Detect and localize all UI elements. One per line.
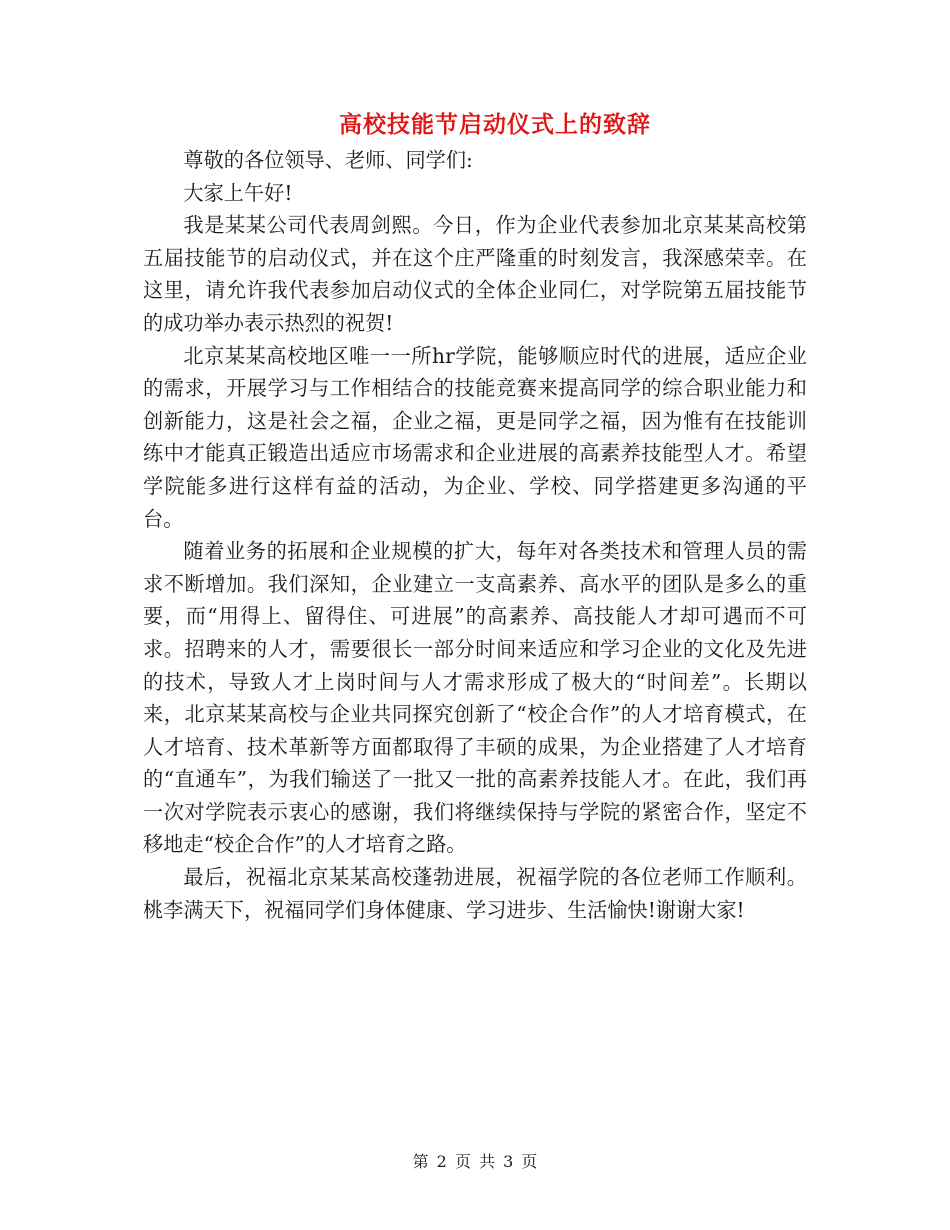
page-number-footer: 第 2 页 共 3 页 [412, 1152, 538, 1171]
salutation: 尊敬的各位领导、老师、同学们: [183, 148, 473, 172]
paragraph-introduction: 我是某某公司代表周剑熙。今日，作为企业代表参加北京某某高校第五届技能节的启动仪式，并在这个庄严隆重的时刻发言，我深感荣幸。在这里，请允许我代表参加启动仪式的全体企业同仁，对学院第五届技能节的成功举办表示热烈的祝贺! [143, 213, 807, 335]
paragraph-skills: 北京某某高校地区唯一一所hr学院，能够顺应时代的进展，适应企业的需求，开展学习与工作相结合的技能竞赛来提高同学的综合职业能力和创新能力，这是社会之福，企业之福，更是同学之福，因为惟有在技能训练中才能真正锻造出适应市场需求和企业进展的高素养技能型人才。希望学院能多进行这样有益的活动，为企业、学校、同学搭建更多沟通的平台。 [143, 343, 807, 531]
paragraph-cooperation: 随着业务的拓展和企业规模的扩大，每年对各类技术和管理人员的需求不断增加。我们深知，企业建立一支高素养、高水平的团队是多么的重要，而“用得上、留得住、可进展”的高素养、高技能人才却可遇而不可求。招聘来的人才，需要很长一部分时间来适应和学习企业的文化及先进的技术，导致人才上岗时间与人才需求形成了极大的“时间差”。长期以来，北京某某高校与企业共同探究创新了“校企合作”的人才培育模式，在人才培育、技术革新等方面都取得了丰硕的成果，为企业搭建了人才培育的“直通车”，为我们输送了一批又一批的高素养技能人才。在此，我们再一次对学院表示衷心的感谢，我们将继续保持与学院的紧密合作，坚定不移地走“校企合作”的人才培育之路。 [143, 539, 807, 857]
document-title: 高校技能节启动仪式上的致辞 [339, 111, 651, 138]
greeting: 大家上午好! [183, 180, 293, 205]
document-body [143, 144, 807, 926]
paragraph-closing: 最后，祝福北京某某高校蓬勃进展，祝福学院的各位老师工作顺利。桃李满天下，祝福同学们身体健康、学习进步、生活愉快!谢谢大家! [143, 865, 807, 922]
